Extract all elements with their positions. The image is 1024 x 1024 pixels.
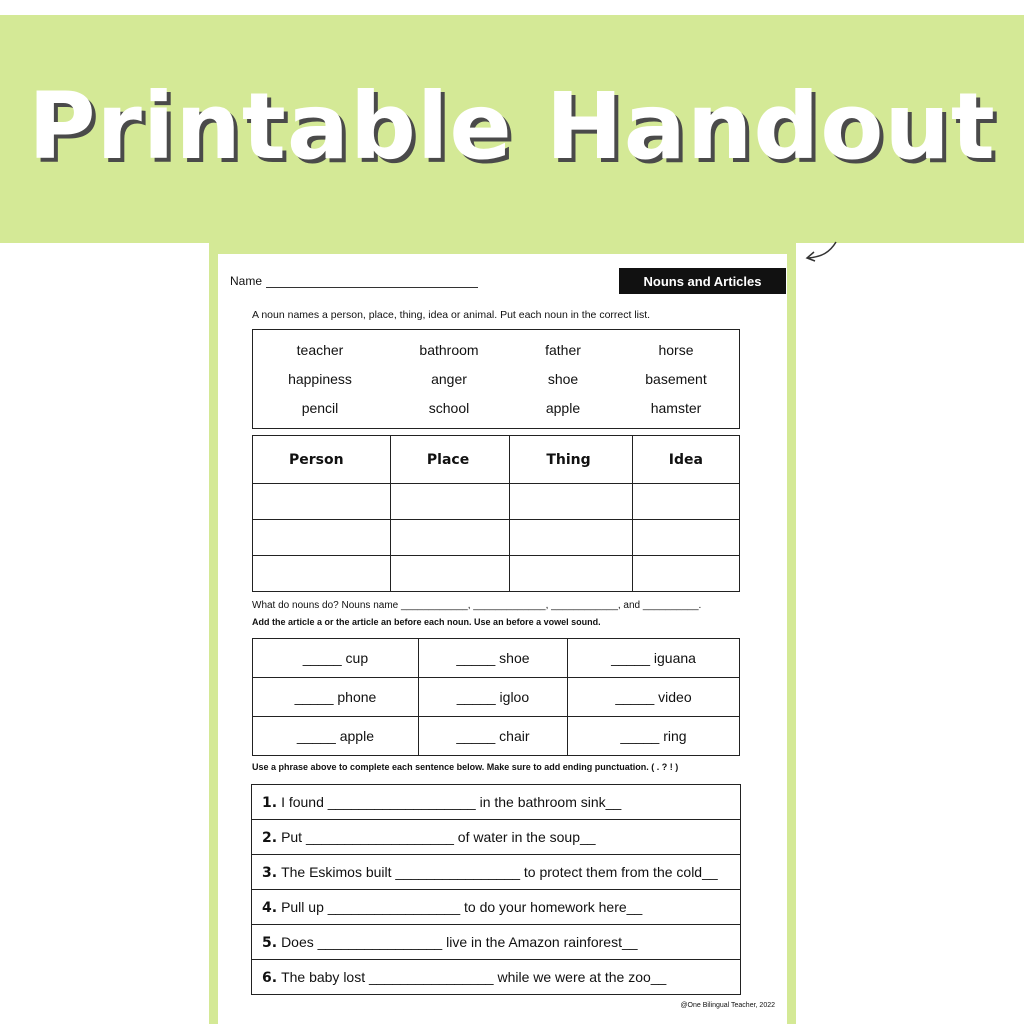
- sentence-number: 6.: [262, 969, 278, 986]
- name-label: Name: [230, 274, 263, 288]
- blank-cell: [390, 556, 509, 592]
- header-banner: [0, 15, 1024, 243]
- word-bank-item: school: [428, 400, 470, 416]
- noun-category-table: [252, 435, 740, 592]
- table-row: [252, 890, 741, 925]
- table-row: [253, 556, 740, 592]
- category-header-idea: Idea: [632, 436, 739, 484]
- word-bank-item: horse: [658, 342, 694, 358]
- table-row: [252, 820, 741, 855]
- blank-cell: [390, 520, 509, 556]
- name-line: [266, 287, 478, 288]
- article-item: _____ shoe: [418, 639, 567, 678]
- sentence-item: [252, 855, 741, 890]
- sentence-instruction: Use a phrase above to complete each sentence below. Make sure to add ending punctuation. ( . ? ! ): [252, 762, 679, 772]
- blank-cell: [632, 556, 739, 592]
- blank-cell: [253, 484, 391, 520]
- word-bank-item: father: [545, 342, 581, 358]
- arrow-icon: [802, 240, 838, 264]
- word-bank-item: bathroom: [419, 342, 479, 358]
- article-item: _____ ring: [568, 717, 740, 756]
- article-item: _____ chair: [418, 717, 567, 756]
- noun-instruction: A noun names a person, place, thing, idea or animal. Put each noun in the correct list.: [252, 309, 651, 321]
- article-item: _____ igloo: [418, 678, 567, 717]
- table-row: [253, 520, 740, 556]
- word-bank-item: hamster: [650, 400, 702, 416]
- article-table: [252, 638, 740, 756]
- article-instruction: Add the article a or the article an before each noun. Use an before a vowel sound.: [252, 617, 601, 627]
- table-row: [253, 717, 740, 756]
- sentence-item: [252, 785, 741, 820]
- noun-question: What do nouns do? Nouns name ____________, _____________, ____________, and __________.: [252, 600, 702, 611]
- table-row: [252, 855, 741, 890]
- word-bank-item: happiness: [288, 371, 352, 387]
- word-bank-item: teacher: [296, 342, 344, 358]
- table-row: [252, 925, 741, 960]
- sentence-text: I found ___________________ in the bathroom sink__: [281, 793, 622, 810]
- article-item: _____ cup: [253, 639, 419, 678]
- table-row: [252, 785, 741, 820]
- word-bank-item: anger: [431, 371, 467, 387]
- sentence-table: [251, 784, 741, 995]
- sentence-number: 1.: [262, 794, 278, 811]
- sentence-number: 3.: [262, 864, 278, 881]
- word-bank-item: basement: [645, 371, 707, 387]
- blank-cell: [510, 520, 632, 556]
- sentence-text: The baby lost ________________ while we were at the zoo__: [281, 968, 667, 985]
- table-row: [253, 639, 740, 678]
- sentence-number: 5.: [262, 934, 278, 951]
- sentence-item: [252, 890, 741, 925]
- category-header-place: Place: [390, 436, 509, 484]
- sentence-number: 2.: [262, 829, 278, 846]
- banner-title: Printable Handout: [28, 73, 996, 180]
- table-row: [252, 960, 741, 995]
- worksheet-page: [218, 254, 787, 1024]
- worksheet-title: Nouns and Articles: [619, 268, 786, 294]
- blank-cell: [632, 520, 739, 556]
- blank-cell: [253, 556, 391, 592]
- article-item: _____ video: [568, 678, 740, 717]
- sentence-text: Put ___________________ of water in the soup__: [281, 828, 596, 845]
- article-item: _____ phone: [253, 678, 419, 717]
- word-bank-item: apple: [545, 400, 581, 416]
- sentence-number: 4.: [262, 899, 278, 916]
- sentence-item: [252, 925, 741, 960]
- sentence-item: [252, 820, 741, 855]
- blank-cell: [510, 484, 632, 520]
- article-item: _____ iguana: [568, 639, 740, 678]
- sentence-text: Does ________________ live in the Amazon rainforest__: [281, 933, 638, 950]
- table-row: [253, 678, 740, 717]
- blank-cell: [632, 484, 739, 520]
- sentence-item: [252, 960, 741, 995]
- category-header-thing: Thing: [510, 436, 632, 484]
- copyright-text: @One Bilingual Teacher, 2022: [680, 1002, 775, 1009]
- word-bank-item: pencil: [301, 400, 339, 416]
- word-bank: [252, 329, 740, 429]
- blank-cell: [510, 556, 632, 592]
- blank-cell: [253, 520, 391, 556]
- word-bank-item: shoe: [547, 371, 579, 387]
- category-header-person: Person: [253, 436, 391, 484]
- article-item: _____ apple: [253, 717, 419, 756]
- sentence-text: Pull up _________________ to do your homework here__: [281, 898, 643, 915]
- table-row: [253, 484, 740, 520]
- blank-cell: [390, 484, 509, 520]
- sentence-text: The Eskimos built ________________ to protect them from the cold__: [281, 863, 718, 880]
